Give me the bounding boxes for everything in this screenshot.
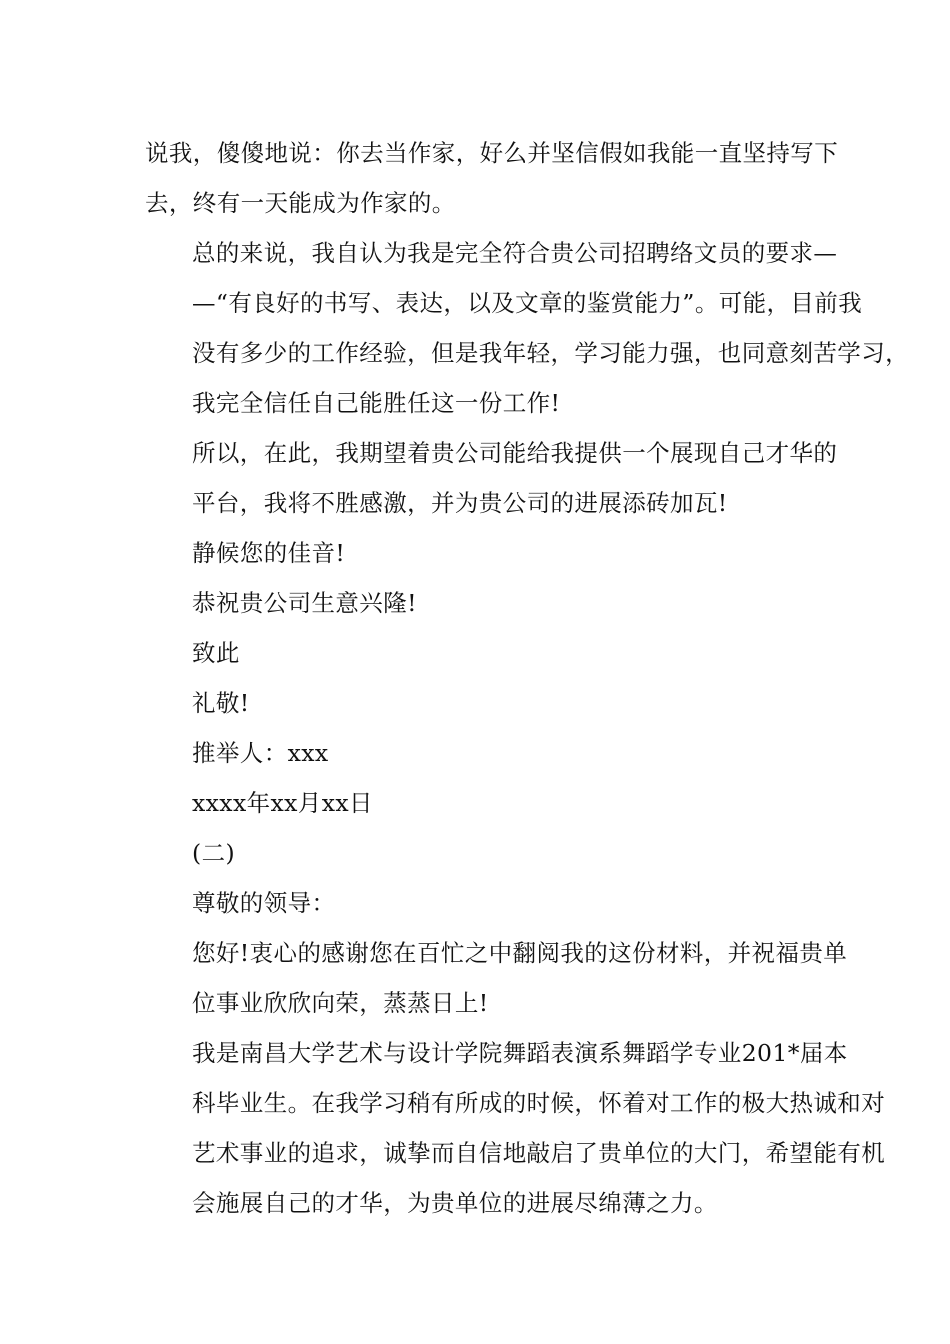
paragraph-writer-dream	[145, 128, 839, 228]
closing-respect	[145, 678, 810, 728]
text-line: 位事业欣欣向荣，蒸蒸日上!	[192, 989, 489, 1017]
signature-recommender	[145, 728, 810, 778]
text-line: 我是南昌大学艺术与设计学院舞蹈表演系舞蹈学专业201*届本	[192, 1039, 848, 1067]
text-line: 您好!衷心的感谢您在百忙之中翻阅我的这份材料，并祝福贵单	[192, 939, 848, 967]
signature-date	[145, 778, 810, 828]
paragraph-introduction	[145, 1028, 886, 1228]
text-line: 艺术事业的追求，诚挚而自信地敲启了贵单位的大门，希望能有机	[192, 1139, 886, 1167]
closing-wishes	[145, 578, 810, 628]
text-line: 尊敬的领导：	[192, 889, 336, 917]
text-line: xxxx年xx月xx日	[192, 789, 373, 817]
text-line: 去，终有一天能成为作家的。	[145, 189, 456, 217]
text-line: 推举人：xxx	[192, 739, 329, 767]
text-line: 恭祝贵公司生意兴隆!	[192, 589, 417, 617]
text-line: 平台，我将不胜感激，并为贵公司的进展添砖加瓦!	[192, 489, 728, 517]
text-line: 我完全信任自己能胜任这一份工作!	[192, 389, 561, 417]
text-line: 静候您的佳音!	[192, 539, 346, 567]
section-number	[145, 828, 810, 878]
text-line: 礼敬!	[192, 689, 250, 717]
text-line: 总的来说，我自认为我是完全符合贵公司招聘络文员的要求—	[192, 239, 838, 267]
paragraph-qualification	[145, 228, 909, 428]
text-line: 说我，傻傻地说：你去当作家，好么并坚信假如我能一直坚持写下	[145, 139, 839, 167]
closing-salutation	[145, 628, 810, 678]
paragraph-thanks	[145, 928, 848, 1028]
text-line: (二)	[192, 839, 236, 867]
text-line: 所以，在此，我期望着贵公司能给我提供一个展现自己才华的	[192, 439, 838, 467]
closing-await-reply	[145, 528, 810, 578]
text-line: 致此	[192, 639, 240, 667]
text-line: 会施展自己的才华，为贵单位的进展尽绵薄之力。	[192, 1189, 718, 1217]
paragraph-hope	[145, 428, 838, 528]
text-line: —“有良好的书写、表达，以及文章的鉴赏能力”。可能，目前我	[192, 289, 863, 317]
text-line: 科毕业生。在我学习稍有所成的时候，怀着对工作的极大热诚和对	[192, 1089, 886, 1117]
letter-greeting	[145, 878, 810, 928]
text-line: 没有多少的工作经验，但是我年轻，学习能力强，也同意刻苦学习，	[192, 339, 909, 367]
letter-body	[145, 128, 909, 1228]
